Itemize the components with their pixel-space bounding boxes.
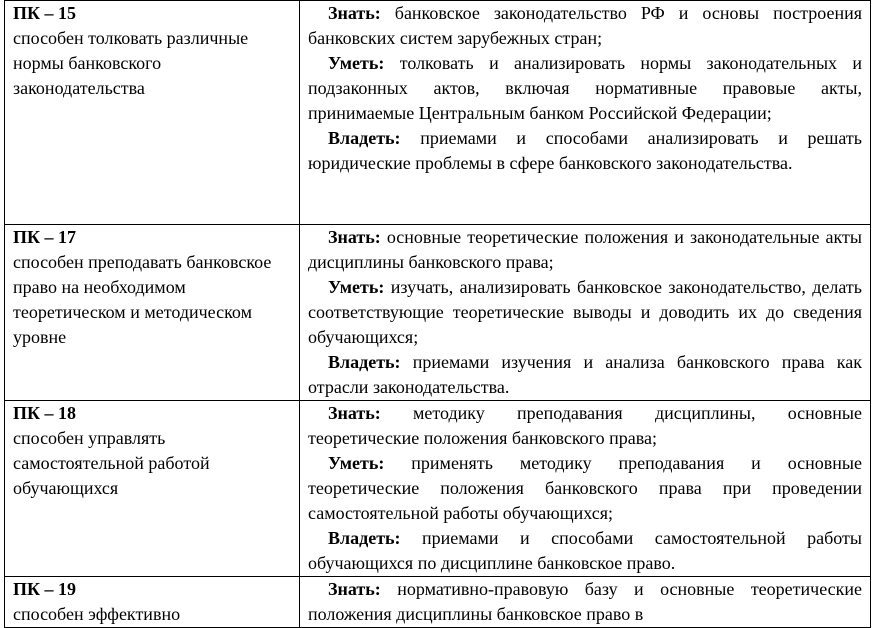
competency-code: ПК – 17	[13, 227, 77, 247]
own-paragraph	[308, 126, 862, 176]
own-text: приемами изучения и анализа банковского права как отрасли законодательства.	[308, 352, 862, 397]
know-text: нормативно-правовую базу и основные теоретические положения дисциплины банковское право в	[308, 579, 863, 624]
competency-description: способен управлять самостоятельной работой обучающихся	[13, 428, 210, 498]
know-text: банковское законодательство РФ и основы построения банковских систем зарубежных стран;	[308, 3, 863, 48]
know-label: Знать:	[328, 3, 381, 23]
competency-description: способен преподавать банковское право на необходимом теоретическом и методическом уровне	[13, 252, 272, 347]
requirements-cell	[300, 225, 871, 401]
know-text: основные теоретические положения и законодательные акты дисциплины банковского права;	[308, 227, 863, 272]
competencies-table	[4, 0, 871, 628]
can-paragraph	[308, 275, 862, 350]
table-row	[5, 225, 871, 401]
know-text: методику преподавания дисциплины, основные теоретические положения банковского права;	[308, 403, 862, 448]
know-paragraph	[308, 225, 862, 275]
know-paragraph	[308, 577, 862, 627]
know-label: Знать:	[328, 403, 381, 423]
competency-cell	[5, 401, 300, 577]
competency-description: способен эффективно	[13, 604, 181, 624]
competency-cell	[5, 225, 300, 401]
own-paragraph	[308, 350, 862, 400]
know-label: Знать:	[328, 227, 381, 247]
competency-cell	[5, 577, 300, 628]
can-text: применять методику преподавания и основные теоретические положения банковского права при проведении самостоятельной работы обучающихся;	[308, 453, 862, 523]
table-row	[5, 577, 871, 628]
know-label: Знать:	[328, 579, 381, 599]
can-label: Уметь:	[328, 277, 385, 297]
table-row	[5, 401, 871, 577]
can-text: изучать, анализировать банковское законодательство, делать соответствующие теоретические выводы и доводить их до сведения обучающихся;	[308, 277, 862, 347]
own-label: Владеть:	[328, 128, 401, 148]
requirements-cell	[300, 577, 871, 628]
competency-code: ПК – 15	[13, 3, 77, 23]
own-label: Владеть:	[328, 352, 401, 372]
requirements-cell	[300, 1, 871, 225]
can-label: Уметь:	[328, 53, 385, 73]
know-paragraph	[308, 401, 862, 451]
own-text: приемами и способами самостоятельной работы обучающихся по дисциплине банковское право.	[308, 528, 862, 573]
competency-cell	[5, 1, 300, 225]
can-paragraph	[308, 51, 862, 126]
can-paragraph	[308, 451, 862, 526]
own-text: приемами и способами анализировать и решать юридические проблемы в сфере банковского законодательства.	[308, 128, 863, 173]
can-label: Уметь:	[328, 453, 385, 473]
competency-code: ПК – 18	[13, 403, 77, 423]
table-row	[5, 1, 871, 225]
requirements-cell	[300, 401, 871, 577]
competency-description: способен толковать различные нормы банковского законодательства	[13, 28, 249, 98]
own-label: Владеть:	[328, 528, 401, 548]
competency-code: ПК – 19	[13, 579, 77, 599]
know-paragraph	[308, 1, 862, 51]
own-paragraph	[308, 526, 862, 576]
can-text: толковать и анализировать нормы законодательных и подзаконных актов, включая нормативные правовые акты, принимаемые Центральным банком Российской Федерации;	[308, 53, 863, 123]
